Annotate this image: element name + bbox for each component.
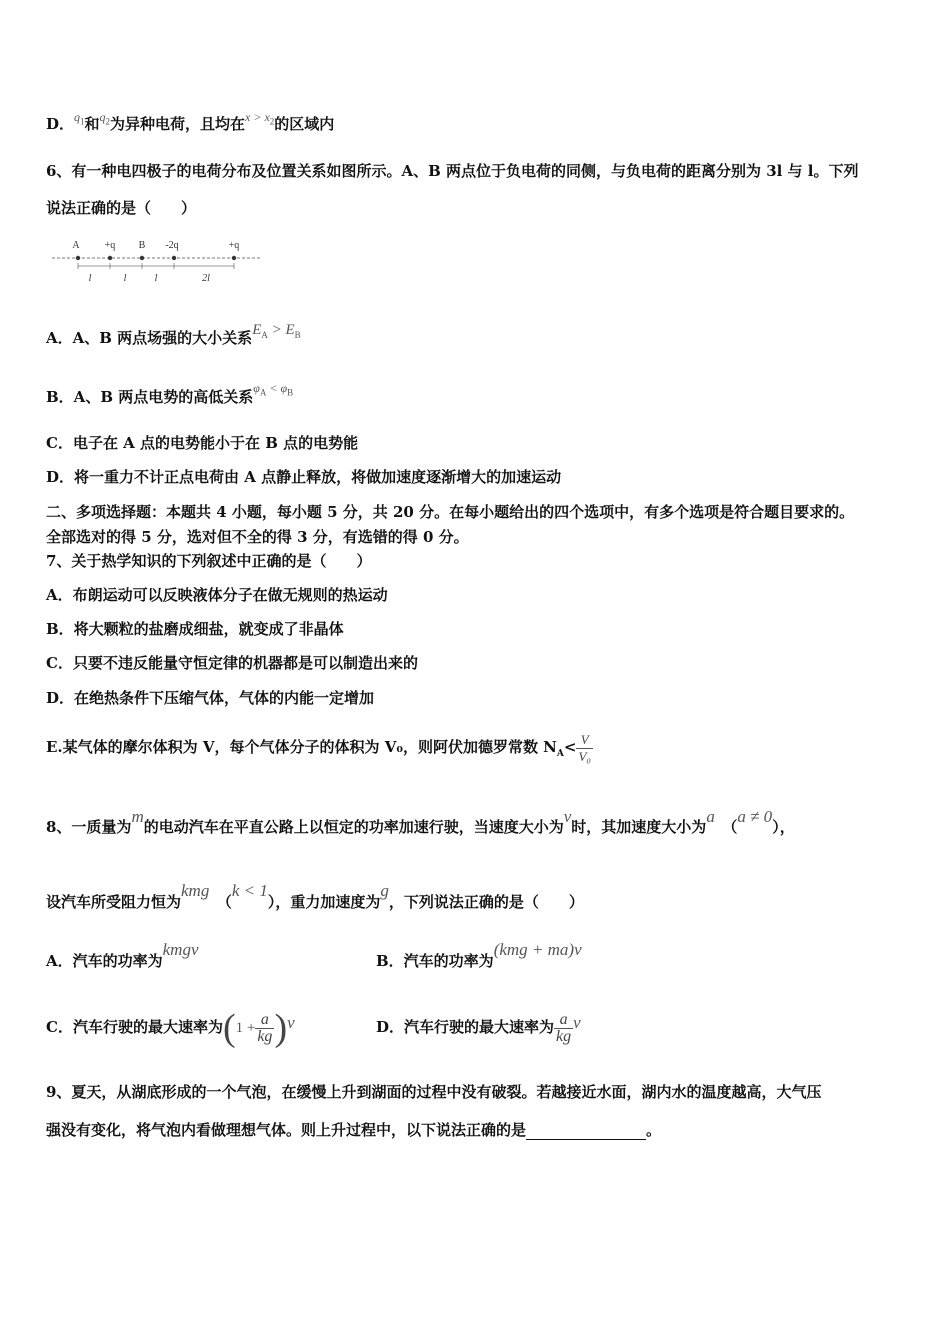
k-condition: k < 1 [231,881,268,900]
q6-option-d[interactable]: D．将一重力不计正点电荷由 A 点静止释放，将做加速度逐渐增大的加速运动 [46,468,562,486]
q6-option-c[interactable]: C．电子在 A 点的电势能小于在 B 点的电势能 [46,434,359,452]
dist-4: 2l [202,273,210,284]
section2-line2: 全部选对的得 5 分，选对但不全的得 3 分，有选错的得 0 分。 [46,528,469,546]
charge-plus-q-2 [232,256,236,260]
q7-stem: 7、关于热学知识的下列叙述中正确的是（ ） [46,552,372,570]
q8-stem-line1: 8、一质量为m的电动汽车在平直公路上以恒定的功率加速行驶，当速度大小为v时，其加速度大小为a （a ≠ 0）， [46,807,795,836]
q6-stem-line1: 6、有一种电四极子的电荷分布及位置关系如图所示。A、B 两点位于负电荷的同侧，与负电荷的距离分别为 3l 与 l。下列 [46,162,859,180]
accel-condition: a ≠ 0 [737,807,773,826]
point-a [76,256,80,260]
accel-symbol: a [706,807,715,826]
charge-plus-q-1 [108,256,112,260]
q8-option-b[interactable]: B．汽车的功率为(kmg + ma)v [376,940,582,970]
q7-option-c[interactable]: C．只要不违反能量守恒定律的机器都是可以制造出来的 [46,654,418,672]
q6-option-a[interactable]: A．A、B 两点场强的大小关系$E_A > E_B$ [46,322,301,347]
section2-line1: 二、多项选择题：本题共 4 小题，每小题 5 分，共 20 分。在每小题给出的四个选项中，有多个选项是符合题目要求的。 [46,503,855,521]
a-over-kg-fraction: $\frac{a}{kg}$ [257,1010,273,1045]
power-kmg-plus-ma: (kmg + ma)v [493,940,582,959]
q8-option-d[interactable]: D．汽车行驶的最大速率为 $\frac{a}{kg}$ v [376,1010,581,1045]
potential-relation: φA < φB [253,381,294,398]
v-over-v0-fraction: $\frac{V}{\text{V₀}}$ [578,731,591,764]
velocity-symbol: v [563,807,572,826]
q7-option-a[interactable]: A．布朗运动可以反映液体分子在做无规则的热运动 [46,586,388,604]
a-over-kg-fraction-d: $\frac{a}{kg}$ [556,1010,572,1045]
charge-diagram [46,236,266,288]
q9-stem-line1: 9、夏天，从湖底形成的一个气泡，在缓慢上升到湖面的过程中没有破裂。若越接近水面，湖内水的温度越高，大气压 [46,1083,822,1101]
mass-symbol: m [131,807,144,826]
label-b: B [138,240,146,251]
label-plus-q-2: +q [228,240,240,251]
gravity-symbol: g [380,881,389,900]
label-plus-q-1: +q [104,240,116,251]
field-relation: $E_A > E_B$ [252,322,301,340]
q5-option-d[interactable]: D．$^{q_1}$和$^{q_2}$为异种电荷，且均在$^{x > x_2}$的区域内 [46,110,335,133]
q8-stem-line2: 设汽车所受阻力恒为kmg （k < 1），重力加速度为g，下列说法正确的是（ ） [46,881,584,911]
dist-3: l [154,273,158,284]
q2-symbol: q2 [99,110,111,127]
charge-minus-2q [172,256,176,260]
q6-stem-line2: 说法正确的是（ ） [46,199,197,217]
q7-option-b[interactable]: B．将大颗粒的盐磨成细盐，就变成了非晶体 [46,620,344,638]
q8-option-a[interactable]: A．汽车的功率为kmgv [46,940,199,970]
resistance-symbol: kmg [181,881,210,900]
q6-option-b[interactable]: B．A、B 两点电势的高低关系$^{\varphi_A < \varphi_B}$ [46,381,294,406]
q7-option-d[interactable]: D．在绝热条件下压缩气体，气体的内能一定增加 [46,689,375,707]
q7-option-e[interactable]: E.某气体的摩尔体积为 V，每个气体分子的体积为 V₀，则阿伏加德罗常数 $N_A<$ $\frac{V}{\text{V₀}}$ [46,731,591,764]
dist-1: l [88,273,92,284]
q9-stem-line2: 强没有变化，将气泡内看做理想气体。则上升过程中，以下说法正确的是 。 [46,1121,662,1139]
x-condition: x > x2 [245,110,275,127]
power-kmgv: kmgv [162,940,199,959]
q8-option-c[interactable]: C．汽车行驶的最大速率为(1 + $\frac{a}{kg}$ )v [46,1007,295,1049]
answer-blank[interactable] [526,1123,646,1140]
label-minus-2q: -2q [165,240,179,251]
point-b [140,256,144,260]
dist-2: l [123,273,127,284]
label-a: A [72,240,80,251]
q1-symbol: q1 [74,110,85,127]
